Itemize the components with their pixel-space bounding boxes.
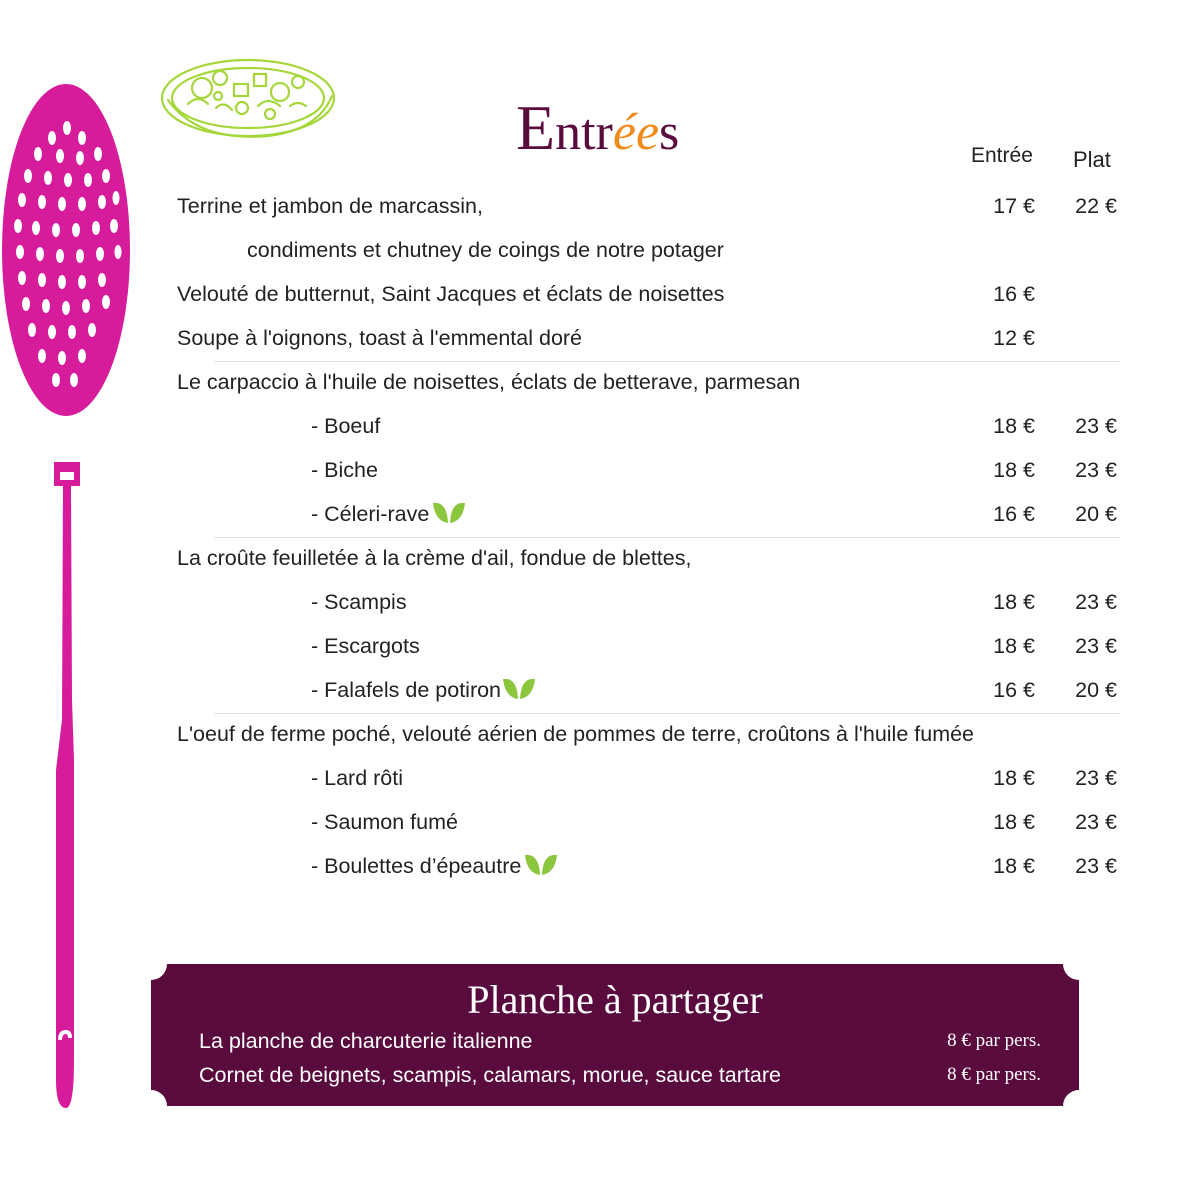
menu-item-variant bbox=[0, 586, 1191, 618]
planche-item bbox=[151, 1059, 1079, 1091]
item-label: Velouté de butternut, Saint Jacques et éclats de noisettes bbox=[177, 282, 725, 306]
item-label: - Scampis bbox=[311, 590, 407, 614]
plat-price: 23 € bbox=[1075, 590, 1117, 614]
menu-item-variant bbox=[0, 498, 1191, 530]
planche-item-price: 8 € par pers. bbox=[947, 1030, 1041, 1051]
entree-price: 16 € bbox=[993, 282, 1035, 306]
plat-column-header: Plat bbox=[1073, 147, 1111, 172]
menu-item-variant bbox=[0, 410, 1191, 442]
entree-price: 18 € bbox=[993, 854, 1035, 878]
planche-item bbox=[151, 1025, 1079, 1057]
item-label: - Biche bbox=[311, 458, 378, 482]
menu-item-variant bbox=[0, 454, 1191, 486]
item-label: - Escargots bbox=[311, 634, 420, 658]
planche-banner bbox=[151, 964, 1079, 1106]
plat-price: 23 € bbox=[1075, 854, 1117, 878]
item-label: - Boulettes d’épeautre bbox=[311, 854, 522, 878]
entree-price: 18 € bbox=[993, 458, 1035, 482]
item-label: - Lard rôti bbox=[311, 766, 404, 790]
planche-item-label: Cornet de beignets, scampis, calamars, morue, sauce tartare bbox=[199, 1063, 781, 1087]
vegetarian-leaf-icon bbox=[501, 675, 537, 703]
section-divider bbox=[214, 537, 1120, 538]
menu-item-variant bbox=[0, 850, 1191, 882]
item-label: L'oeuf de ferme poché, velouté aérien de pommes de terre, croûtons à l'huile fumée bbox=[177, 722, 975, 746]
section-divider bbox=[214, 361, 1120, 362]
entree-price: 18 € bbox=[993, 634, 1035, 658]
entree-price: 17 € bbox=[993, 194, 1035, 218]
item-label: - Saumon fumé bbox=[311, 810, 458, 834]
section-title: Entrées bbox=[516, 92, 680, 163]
plat-price: 23 € bbox=[1075, 414, 1117, 438]
menu-item-variant bbox=[0, 806, 1191, 838]
menu-item-variant bbox=[0, 674, 1191, 706]
item-label: Soupe à l'oignons, toast à l'emmental doré bbox=[177, 326, 583, 350]
plat-price: 23 € bbox=[1075, 458, 1117, 482]
entree-price: 18 € bbox=[993, 414, 1035, 438]
item-label: Le carpaccio à l'huile de noisettes, éclats de betterave, parmesan bbox=[177, 370, 801, 394]
item-label: - Boeuf bbox=[311, 414, 381, 438]
planche-item-label: La planche de charcuterie italienne bbox=[199, 1029, 533, 1053]
plat-price: 22 € bbox=[1075, 194, 1117, 218]
entree-price: 16 € bbox=[993, 502, 1035, 526]
menu-item-group bbox=[0, 718, 1191, 750]
plat-price: 23 € bbox=[1075, 766, 1117, 790]
item-label: Terrine et jambon de marcassin, bbox=[177, 194, 483, 218]
menu-item-variant bbox=[0, 630, 1191, 662]
menu-item-group bbox=[0, 366, 1191, 398]
menu-item bbox=[0, 190, 1191, 222]
planche-item-price: 8 € par pers. bbox=[947, 1064, 1041, 1085]
menu-item bbox=[0, 322, 1191, 354]
vegetarian-leaf-icon bbox=[431, 499, 467, 527]
item-label: - Céleri-rave bbox=[311, 502, 430, 526]
menu-item bbox=[0, 278, 1191, 310]
entree-price: 18 € bbox=[993, 810, 1035, 834]
entree-price: 16 € bbox=[993, 678, 1035, 702]
item-label: La croûte feuilletée à la crème d'ail, fondue de blettes, bbox=[177, 546, 692, 570]
planche-title: Planche à partager bbox=[467, 977, 763, 1022]
plat-price: 20 € bbox=[1075, 678, 1117, 702]
entree-column-header: Entrée bbox=[971, 144, 1033, 167]
entree-price: 18 € bbox=[993, 766, 1035, 790]
menu-item-detail bbox=[0, 234, 1191, 266]
item-label: condiments et chutney de coings de notre potager bbox=[247, 238, 724, 262]
item-label: - Falafels de potiron bbox=[311, 678, 502, 702]
entree-price: 18 € bbox=[993, 590, 1035, 614]
plat-price: 20 € bbox=[1075, 502, 1117, 526]
menu-item-variant bbox=[0, 762, 1191, 794]
vegetarian-leaf-icon bbox=[523, 851, 559, 879]
menu-item-group bbox=[0, 542, 1191, 574]
plat-price: 23 € bbox=[1075, 634, 1117, 658]
plat-price: 23 € bbox=[1075, 810, 1117, 834]
entree-price: 12 € bbox=[993, 326, 1035, 350]
section-divider bbox=[214, 713, 1120, 714]
